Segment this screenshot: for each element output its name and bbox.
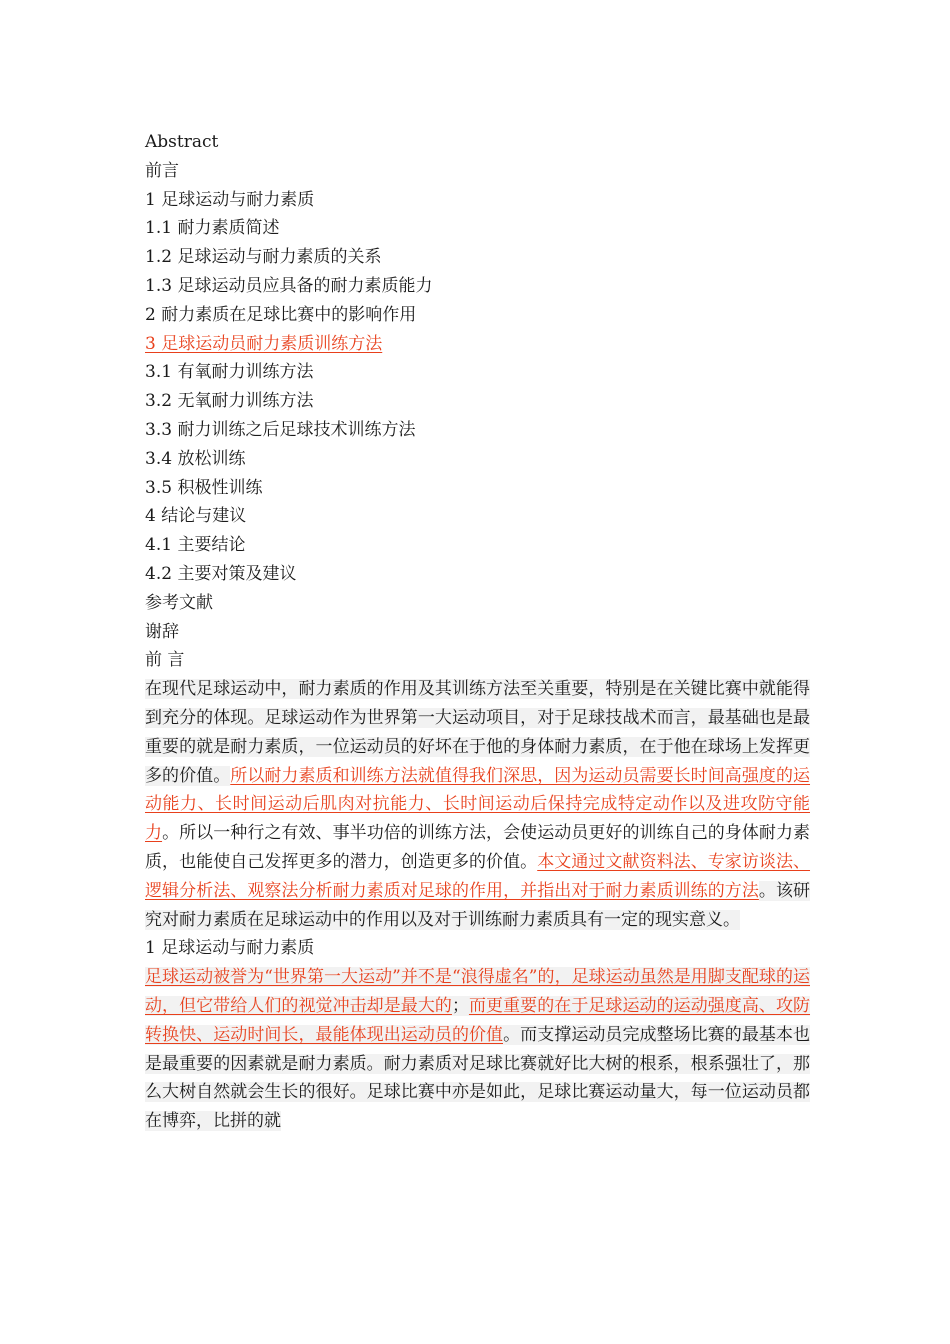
- section1-highlight-1: 足球运动被誉为“世界第一大运动”并不是“浪得虚名”的，足球运动虽然是用脚支配球的运动，但它带给人们的视觉冲击却是最大的: [145, 967, 810, 1016]
- toc-item-4-2[interactable]: 4.2 主要对策及建议: [145, 563, 297, 584]
- section1-paragraph: [145, 963, 810, 1136]
- toc-item-3-5[interactable]: 3.5 积极性训练: [145, 477, 263, 498]
- toc-item-3-1[interactable]: 3.1 有氧耐力训练方法: [145, 362, 314, 383]
- preface-text-2: 。所以一种行之有效、事半功倍的训练方法，会使运动员更好的训练自己的身体耐力素质，也能使自己发挥更多的潜力，创造更多的价值。: [145, 823, 811, 872]
- toc-item-1-3[interactable]: 1.3 足球运动员应具备的耐力素质能力: [145, 275, 433, 296]
- toc-item-abstract[interactable]: Abstract: [145, 132, 219, 152]
- toc-item-3-4[interactable]: 3.4 放松训练: [145, 448, 246, 469]
- section1-heading: 1 足球运动与耐力素质: [145, 938, 315, 959]
- toc-item-4-1[interactable]: 4.1 主要结论: [145, 535, 246, 556]
- preface-paragraph: [145, 675, 810, 934]
- table-of-contents: [145, 128, 810, 646]
- toc-item-1-2[interactable]: 1.2 足球运动与耐力素质的关系: [145, 247, 382, 268]
- toc-item-4[interactable]: 4 结论与建议: [145, 506, 247, 527]
- toc-item-3-3[interactable]: 3.3 耐力训练之后足球技术训练方法: [145, 419, 416, 440]
- toc-item-preface[interactable]: 前言: [145, 160, 179, 181]
- preface-text-3: 。该研究对耐力素质在足球运动中的作用以及对于训练耐力素质具有一定的现实意义。: [145, 880, 811, 930]
- toc-item-references[interactable]: 参考文献: [145, 592, 213, 613]
- toc-item-1-1[interactable]: 1.1 耐力素质简述: [145, 218, 280, 239]
- toc-item-1[interactable]: 1 足球运动与耐力素质: [145, 189, 315, 210]
- preface-highlight-2: 本文通过文献资料法、专家访谈法、逻辑分析法、观察法分析耐力素质对足球的作用，并指出对于耐力素质训练的方法: [145, 851, 811, 901]
- preface-highlight-1: 所以耐力素质和训练方法就值得我们深思，因为运动员需要长时间高强度的运动能力、长时间运动后肌肉对抗能力、长时间运动后保持完成特定动作以及进攻防守能力: [145, 765, 811, 844]
- toc-item-3-link[interactable]: 3 足球运动员耐力素质训练方法: [145, 333, 383, 354]
- toc-item-acknowledgements[interactable]: 谢辞: [145, 621, 179, 642]
- preface-text-1: 在现代足球运动中，耐力素质的作用及其训练方法至关重要，特别是在关键比赛中就能得到充分的体现。足球运动作为世界第一大运动项目，对于足球技战术而言，最基础也是最重要的就是耐力素质，一位运动员的好坏在于他的身体耐力素质，在于他在球场上发挥更多的价值。: [145, 679, 810, 786]
- toc-item-2[interactable]: 2 耐力素质在足球比赛中的影响作用: [145, 304, 417, 325]
- section1-text-2: 。而支撑运动员完成整场比赛的最基本也是最重要的因素就是耐力素质。耐力素质对足球比赛就好比大树的根系，根系强壮了，那么大树自然就会生长的很好。足球比赛中亦是如此，足球比赛运动量大，每一位运动员都在博弈，比拼的就: [145, 1024, 811, 1132]
- section1-highlight-2: 而更重要的在于足球运动的运动强度高、攻防转换快、运动时间长，最能体现出运动员的价值: [145, 995, 811, 1045]
- preface-heading: 前 言: [145, 650, 185, 671]
- toc-item-3-2[interactable]: 3.2 无氧耐力训练方法: [145, 391, 314, 412]
- section1-text-1: ；: [451, 995, 469, 1016]
- document-page: [145, 128, 810, 1136]
